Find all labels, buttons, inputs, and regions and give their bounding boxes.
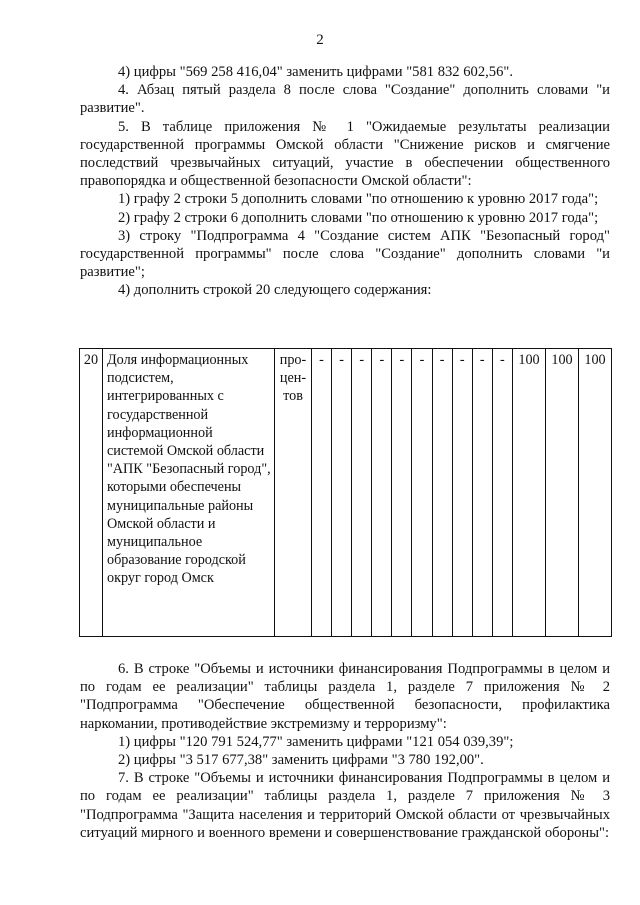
dash-cell: - [472, 349, 492, 637]
document-body-top [80, 63, 610, 300]
dash-cell: - [332, 349, 352, 637]
paragraph: 7. В строке "Объемы и источники финансирования Подпрограммы в целом и по годам ее реализации" таблицы раздела 1, разделе 7 приложения № 3 "Подпрограмма "Защита населения и территорий Омской области от чрезвычайных ситуаций мирного и военного времени и совершенствование гражданской обороны": [80, 770, 610, 841]
dash-cell: - [392, 349, 412, 637]
dash-cell: - [432, 349, 452, 637]
dash-cell: - [412, 349, 432, 637]
paragraph: 4. Абзац пятый раздела 8 после слова "Создание" дополнить словами "и развитие". [80, 82, 610, 117]
table-row [80, 349, 612, 637]
paragraph: 4) дополнить строкой 20 следующего содержания: [118, 282, 432, 299]
dash-cell: - [492, 349, 512, 637]
paragraph: 4) цифры "569 258 416,04" заменить цифрами "581 832 602,56". [118, 64, 513, 80]
value-cell: 100 [579, 349, 612, 637]
dash-cell: - [312, 349, 332, 637]
value-cell: 100 [546, 349, 579, 637]
page-number: 2 [316, 32, 324, 48]
paragraph: 1) графу 2 строки 5 дополнить словами "по отношению к уровню 2017 года"; [118, 191, 599, 208]
paragraph: 5. В таблице приложения № 1 "Ожидаемые результаты реализации государственной программы Омской области "Снижение рисков и смягчение последствий чрезвычайных ситуаций, участие в обеспечении общественного правопорядка и общественной безопасности Омской области": [80, 118, 610, 190]
unit-cell: про-цен-тов [275, 349, 312, 637]
inserted-table-row [79, 348, 612, 637]
value-cell: 100 [513, 349, 546, 637]
dash-cell: - [452, 349, 472, 637]
row-number-cell: 20 [80, 349, 103, 637]
dash-cell: - [372, 349, 392, 637]
paragraph: 1) цифры "120 791 524,77" заменить цифрами "121 054 039,39"; [118, 733, 514, 750]
paragraph: 6. В строке "Объемы и источники финансирования Подпрограммы в целом и по годам ее реализации" таблицы раздела 1, разделе 7 приложения № 2 "Подпрограмма "Обеспечение общественной безопасности, профилактика наркомании, противодействие экстремизму и терроризму": [80, 661, 610, 732]
paragraph: 2) графу 2 строки 6 дополнить словами "по отношению к уровню 2017 года"; [118, 209, 599, 226]
document-body-bottom [80, 660, 610, 842]
paragraph: 2) цифры "3 517 677,38" заменить цифрами "3 780 192,00". [118, 752, 484, 769]
paragraph: 3) строку "Подпрограмма 4 "Создание систем АПК "Безопасный город" государственной программы" после слова "Создание" дополнить словами "и развитие"; [80, 227, 610, 281]
dash-cell: - [352, 349, 372, 637]
indicator-name-cell: Доля информационных подсистем, интегрированных с государственной информационной системой Омской области "АПК "Безопасный город", которыми обеспечены муниципальные районы Омской области и муниципальное образование городской округ город Омск [103, 349, 275, 637]
